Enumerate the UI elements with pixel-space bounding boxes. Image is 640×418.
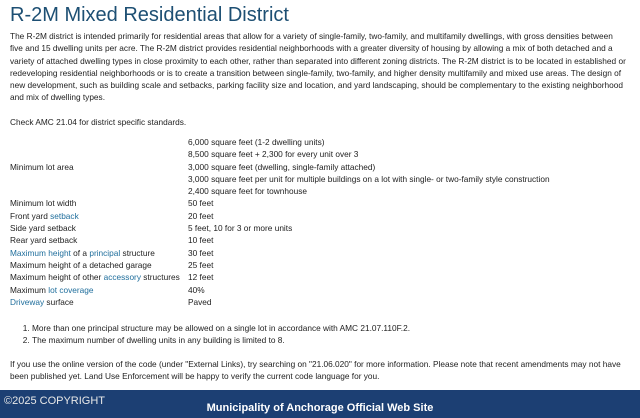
definition-link[interactable]: lot coverage [48, 284, 94, 295]
label-text: structures [140, 272, 180, 283]
page-title: R-2M Mixed Residential District [10, 4, 289, 26]
requirement-label [10, 210, 188, 222]
requirement-label [10, 247, 188, 259]
note-item: 2. The maximum number of dwelling units in any building is limited to 8. [32, 334, 410, 346]
requirement-label [10, 259, 188, 271]
copyright-text: ©2025 COPYRIGHT [4, 395, 106, 407]
lot-area-row [10, 185, 550, 197]
requirement-label [10, 234, 188, 246]
requirement-row [10, 222, 550, 234]
requirement-value: 5 feet, 10 for 3 or more units [188, 223, 293, 234]
lot-area-value: 8,500 square feet + 2,300 for every unit over 3 [188, 149, 359, 160]
lot-area-value: 3,000 square feet (dwelling, single-family attached) [188, 161, 376, 172]
label-text: Maximum height of a detached garage [10, 259, 152, 270]
label-text: of a [70, 247, 90, 258]
requirement-value: 25 feet [188, 259, 214, 270]
check-standards-line: Check AMC 21.04 for district specific standards. [10, 117, 187, 127]
requirement-row [10, 296, 550, 308]
requirement-row [10, 284, 550, 296]
lot-area-row [10, 173, 550, 185]
requirement-label [10, 271, 188, 283]
requirement-row [10, 197, 550, 209]
requirement-label [10, 222, 188, 234]
requirements-table [10, 136, 550, 308]
requirement-value: 50 feet [188, 198, 214, 209]
lot-area-label: Minimum lot area [10, 161, 74, 172]
lot-area-value: 2,400 square feet for townhouse [188, 186, 308, 197]
requirement-label [10, 296, 188, 308]
requirement-value: Paved [188, 296, 212, 307]
requirement-label [10, 284, 188, 296]
requirement-row [10, 259, 550, 271]
definition-link[interactable]: Driveway [10, 296, 45, 307]
requirement-value: 40% [188, 284, 205, 295]
lot-area-row [10, 148, 550, 160]
label-text: Maximum height of other [10, 272, 104, 283]
outro-paragraph: If you use the online version of the code (under "External Links), try searching on "21.06.020" for more information. Please note that recent amendments may not have been published yet. Land Use Enforcement will be happy to verify the current code language for you. [10, 359, 621, 382]
label-text: Front yard [10, 210, 51, 221]
label-text: Maximum [10, 284, 49, 295]
lot-area-value: 3,000 square feet per unit for multiple buildings on a lot with single- or two-family style construction [188, 173, 550, 184]
requirement-row [10, 210, 550, 222]
definition-link[interactable]: principal [89, 247, 121, 258]
label-text: Rear yard setback [10, 235, 78, 246]
label-text: structure [120, 247, 155, 258]
definition-link[interactable]: setback [50, 210, 79, 221]
requirement-value: 12 feet [188, 272, 214, 283]
definition-link[interactable]: accessory [103, 272, 141, 283]
requirement-value: 10 feet [188, 235, 214, 246]
notes-list [10, 322, 410, 347]
requirement-row [10, 271, 550, 283]
requirement-row [10, 234, 550, 246]
lot-area-value: 6,000 square feet (1-2 dwelling units) [188, 137, 325, 147]
requirement-row [10, 247, 550, 259]
label-text: Minimum lot width [10, 198, 77, 209]
footer-bar [0, 390, 640, 418]
official-site-link[interactable]: Municipality of Anchorage Official Web Site [206, 402, 434, 414]
label-text: surface [44, 296, 74, 307]
lot-area-row [10, 136, 550, 148]
requirement-value: 20 feet [188, 210, 214, 221]
label-text: Side yard setback [10, 223, 76, 234]
requirement-label [10, 197, 188, 209]
lot-area-row [10, 161, 550, 173]
definition-link[interactable]: Maximum height [10, 247, 71, 258]
intro-paragraph: The R-2M district is intended primarily for residential areas that allow for a variety of single-family, two-family, and multifamily dwellings, with gross densities between five and 15 dwelling units per acre. The R-2M district provides residential neighborhoods with a greater diversity of housing by allowing a mix of both detached and a variety of attached dwelling types in close proximity to each other, rather than separated into different zoning districts. The R-2M district is to be located in established or redeveloping residential neighborhoods or is to create a transition between single-family, two-family, and higher density multifamily and mixed use areas. The design of new development, such as building scale and setbacks, parking facility size and location, and yard landscaping, should be complementary to the existing neighborhood and mix of dwelling types. [10, 31, 626, 103]
note-item: 1. More than one principal structure may be allowed on a single lot in accordance with AMC 21.07.110F.2. [32, 322, 410, 334]
requirement-value: 30 feet [188, 247, 214, 258]
